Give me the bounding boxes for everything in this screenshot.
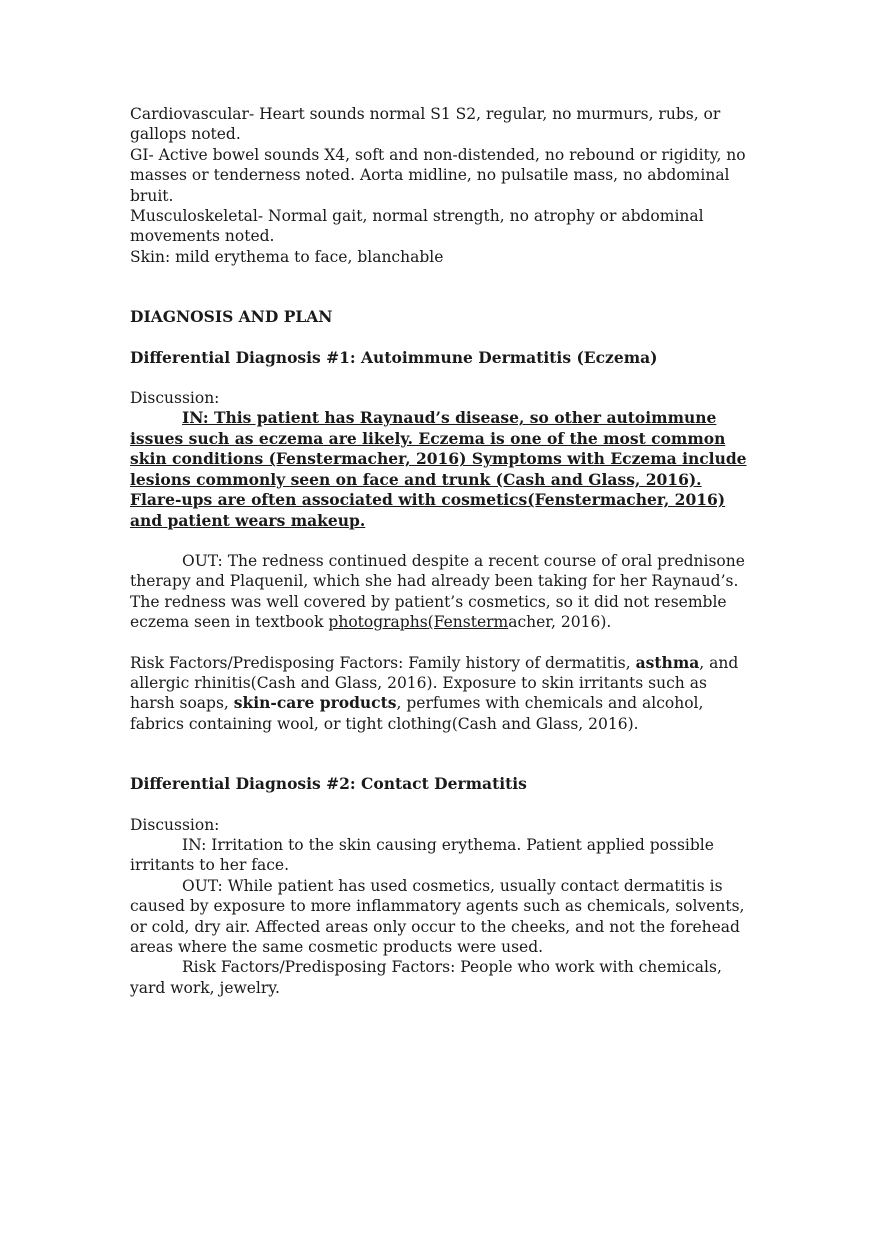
dx1-in-paragraph: IN: This patient has Raynaud’s disease, so other autoimmune issues such as eczema are likely. Eczema is one of the most common skin conditions (Fenstermacher, 2016) Symptoms with Eczema include lesions commonly seen on face and trunk (Cash and Glass, 2016). Flare-ups are often associated with cosmetics(Fenstermacher, 2016) and patient wears makeup.: [130, 408, 747, 530]
dx1-rf-text: Risk Factors/Predisposing Factors: Family history of dermatitis,: [130, 653, 636, 672]
dx1-rf-text-2: , and allergic rhinitis(Cash and Glass, 2016). Exposure to skin irritants such as harsh soaps,: [130, 653, 739, 713]
spacer: [130, 328, 750, 348]
dx1-title: Differential Diagnosis #1: Autoimmune Dermatitis (Eczema): [130, 347, 658, 367]
dx1-photographs-link[interactable]: photographs(Fensterm: [328, 613, 509, 632]
section-title: DIAGNOSIS AND PLAN: [130, 307, 333, 327]
dx1-discussion-label: Discussion:: [130, 389, 220, 408]
exam-cardiovascular: Cardiovascular- Heart sounds normal S1 S2, regular, no murmurs, rubs, or gallops noted.: [130, 105, 721, 144]
spacer: [130, 795, 750, 815]
dx1-rf-asthma: asthma: [635, 652, 700, 672]
document-body: [130, 104, 750, 998]
dx1-rf-text-3: , perfumes with chemicals and alcohol, fabrics containing wool, or tight clothing(Cash and Glass, 2016).: [130, 694, 704, 733]
exam-gi: GI- Active bowel sounds X4, soft and non-distended, no rebound or rigidity, no masses or tenderness noted. Aorta midline, no pulsatile mass, no abdominal bruit.: [130, 145, 746, 205]
spacer: [130, 633, 750, 653]
dx1-out-paragraph: [130, 551, 750, 633]
spacer: [130, 531, 750, 551]
dx2-title: Differential Diagnosis #2: Contact Dermatitis: [130, 774, 527, 794]
exam-skin: Skin: mild erythema to face, blanchable: [130, 247, 444, 266]
dx1-risk-factors: [130, 653, 750, 735]
dx2-risk-factors: Risk Factors/Predisposing Factors: People who work with chemicals, yard work, jewelry.: [130, 958, 722, 997]
spacer: [130, 267, 750, 307]
spacer: [130, 734, 750, 774]
spacer: [130, 368, 750, 388]
dx2-out-paragraph: OUT: While patient has used cosmetics, usually contact dermatitis is caused by exposure to more inflammatory agents such as chemicals, solvents, or cold, dry air. Affected areas only occur to the cheeks, and not the forehead areas where the same cosmetic products were used.: [130, 876, 745, 956]
dx1-out-text-end: acher, 2016).: [508, 613, 612, 632]
dx1-rf-skincare: skin-care products: [233, 693, 397, 713]
dx1-out-text: OUT: The redness continued despite a recent course of oral prednisone therapy and Plaquenil, which she had already been taking for her Raynaud’s. The redness was well covered by patient’s cosmetics, so it did not resemble eczema seen in textbook: [130, 551, 745, 632]
exam-musculoskeletal: Musculoskeletal- Normal gait, normal strength, no atrophy or abdominal movements noted.: [130, 207, 704, 246]
dx2-discussion-label: Discussion:: [130, 815, 220, 834]
dx2-in-paragraph: IN: Irritation to the skin causing erythema. Patient applied possible irritants to her face.: [130, 835, 714, 875]
